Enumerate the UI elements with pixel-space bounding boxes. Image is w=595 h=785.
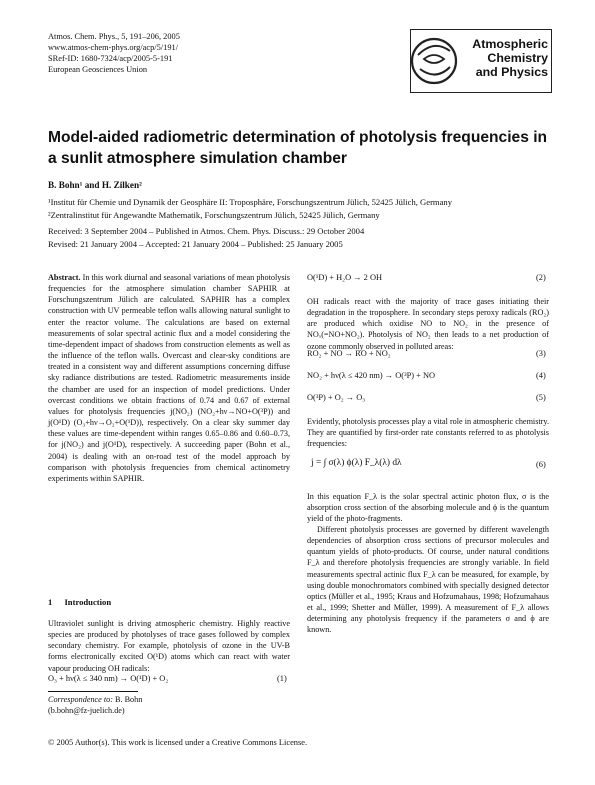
introduction-paragraph: Ultraviolet sunlight is driving atmospheric chemistry. Highly reactive species are produced by photolyses of trace gases followed by complex secondary chemistry. For example, photolysis of ozone in the UV-B forms electronically excited O(¹D) atoms which can react with water vapour producing OH radicals:	[48, 619, 290, 673]
authors: B. Bohn¹ and H. Zilken²	[48, 180, 142, 190]
logo-line-2: Chemistry	[487, 51, 548, 65]
abstract-text: In this work diurnal and seasonal variations of mean photolysis frequencies for the atmosphere simulation chamber SAPHIR at Forschungszentrum Jülich are calculated. SAPHIR has a complex construction with UV permeable teflon walls allowing natural sunlight to enter the reactor volume. The calculations are based on external measurements of solar spectral actinic flux and a model considering the time-dependent impact of shadows from construction elements as well as the influence of the teflon walls. Overcast and clear-sky conditions are treated in a consistent way and different assumptions concerning diffuse sky radiance distributions are tested. Radiometric measurements inside the chamber are used for an inspection of model predictions. Under overcast conditions we obtain fractions of 0.74 and 0.67 of external values for photolysis frequencies j(NO₂) (NO₂+hν→NO+O(³P)) and j(O¹D) (O₃+hν→O₂+O(¹D)), respectively. On a clear sky summer day these values are time-dependent within ranges 0.65–0.86 and 0.60–0.73, for j(NO₂) and j(O¹D), respectively. A succeeding paper (Bohn et al., 2004) is dealing with an on-road test of the model approach by comparison with photolysis frequencies from chemical actinometry experiments within SAPHIR.	[48, 273, 290, 483]
equation-6-number: (6)	[536, 460, 546, 469]
equation-2: O(¹D) + H₂O → 2 OH	[307, 273, 383, 282]
equation-3: RO₂ + NO → RO + NO₂	[307, 349, 391, 358]
journal-url[interactable]: www.atmos-chem-phys.org/acp/5/191/	[48, 43, 179, 52]
paper-title: Model-aided radiometric determination of photolysis frequencies in a sunlit atmosphere simulation chamber	[48, 129, 548, 167]
paragraph-equation-terms: In this equation F_λ is the solar spectral actinic photon flux, σ is the absorption cross section of the absorbing molecule and ϕ is the quantum yield of the photo-fragments.	[307, 492, 549, 524]
equation-1: O₃ + hν(λ ≤ 340 nm) → O(¹D) + O₂	[48, 674, 169, 683]
journal-logo-title	[460, 37, 548, 79]
equation-5-number: (5)	[536, 393, 546, 402]
affiliation-2: ²Zentralinstitut für Angewandte Mathematik, Forschungszentrum Jülich, 52425 Jülich, Germany	[48, 209, 380, 220]
paragraph-photolysis-role: Evidently, photolysis processes play a vital role in atmospheric chemistry. They are quantified by first-order rate constants referred to as photolysis frequencies:	[307, 417, 550, 449]
equation-2-number: (2)	[536, 273, 546, 282]
abstract	[48, 272, 290, 484]
paragraph-wavelength-dependencies: Different photolysis processes are governed by different wavelength dependencies of absorption cross sections of precursor molecules and quantum yields of photo-products. Of course, under natural conditions F_λ and therefore photolysis frequencies are strongly variable. In field measurements spectral actinic flux F_λ can be measured, for example, by using double monochromators combined with specially designed detector optics (Müller et al., 1995; Kraus and Hofzumahaus, 1998; Hofzumahaus et al., 1999; Shetter and Müller, 1999). A measurement of F_λ allows determining any photolysis frequency if the parameters σ and ϕ are known.	[307, 525, 549, 635]
correspondence-note	[48, 694, 142, 716]
journal-header	[48, 31, 180, 75]
dates-revised: Revised: 21 January 2004 – Accepted: 21 January 2004 – Published: 25 January 2005	[48, 238, 343, 249]
publisher: European Geosciences Union	[48, 65, 148, 74]
dates-received: Received: 3 September 2004 – Published in Atmos. Chem. Phys. Discuss.: 29 October 2004	[48, 226, 365, 236]
section-number: 1	[48, 597, 53, 607]
equation-4: NO₂ + hν(λ ≤ 420 nm) → O(³P) + NO	[307, 371, 436, 380]
publication-dates	[48, 225, 364, 250]
equation-4-number: (4)	[536, 371, 546, 380]
equation-3-number: (3)	[536, 349, 546, 358]
correspondence-email[interactable]: (b.bohn@fz-juelich.de)	[48, 706, 125, 715]
section-heading	[48, 597, 111, 607]
affiliation-1: ¹Institut für Chemie und Dynamik der Geosphäre II: Troposphäre, Forschungszentrum Jülich, 52425 Jülich, Germany	[48, 197, 453, 207]
paragraph-oh-radicals: OH radicals react with the majority of trace gases initiating their degradation in the troposphere. In secondary steps peroxy radicals (RO₂) are produced which oxidise NO to NO₂ in the presence of NOₓ(=NO+NO₂). Photolysis of NO₂ then leads to a net production of ozone commonly observed in polluted areas:	[307, 297, 549, 351]
correspondence-name: B. Bohn	[115, 695, 143, 704]
logo-line-3: and Physics	[475, 65, 548, 79]
license-footer: © 2005 Author(s). This work is licensed under a Creative Commons License.	[48, 738, 308, 747]
citation-line: Atmos. Chem. Phys., 5, 191–206, 2005	[48, 32, 180, 41]
equation-5: O(³P) + O₂ → O₃	[307, 393, 366, 402]
abstract-label: Abstract.	[48, 273, 81, 282]
equation-6: j = ∫ σ(λ) ϕ(λ) F_λ(λ) dλ	[311, 458, 402, 468]
correspondence-label: Correspondence to:	[48, 695, 113, 704]
affiliations	[48, 196, 452, 221]
equation-1-number: (1)	[277, 674, 287, 683]
footnote-rule	[48, 691, 138, 692]
sref-id: SRef-ID: 1680-7324/acp/2005-5-191	[48, 54, 173, 63]
section-title: Introduction	[64, 597, 112, 607]
logo-line-1: Atmospheric	[472, 37, 548, 51]
